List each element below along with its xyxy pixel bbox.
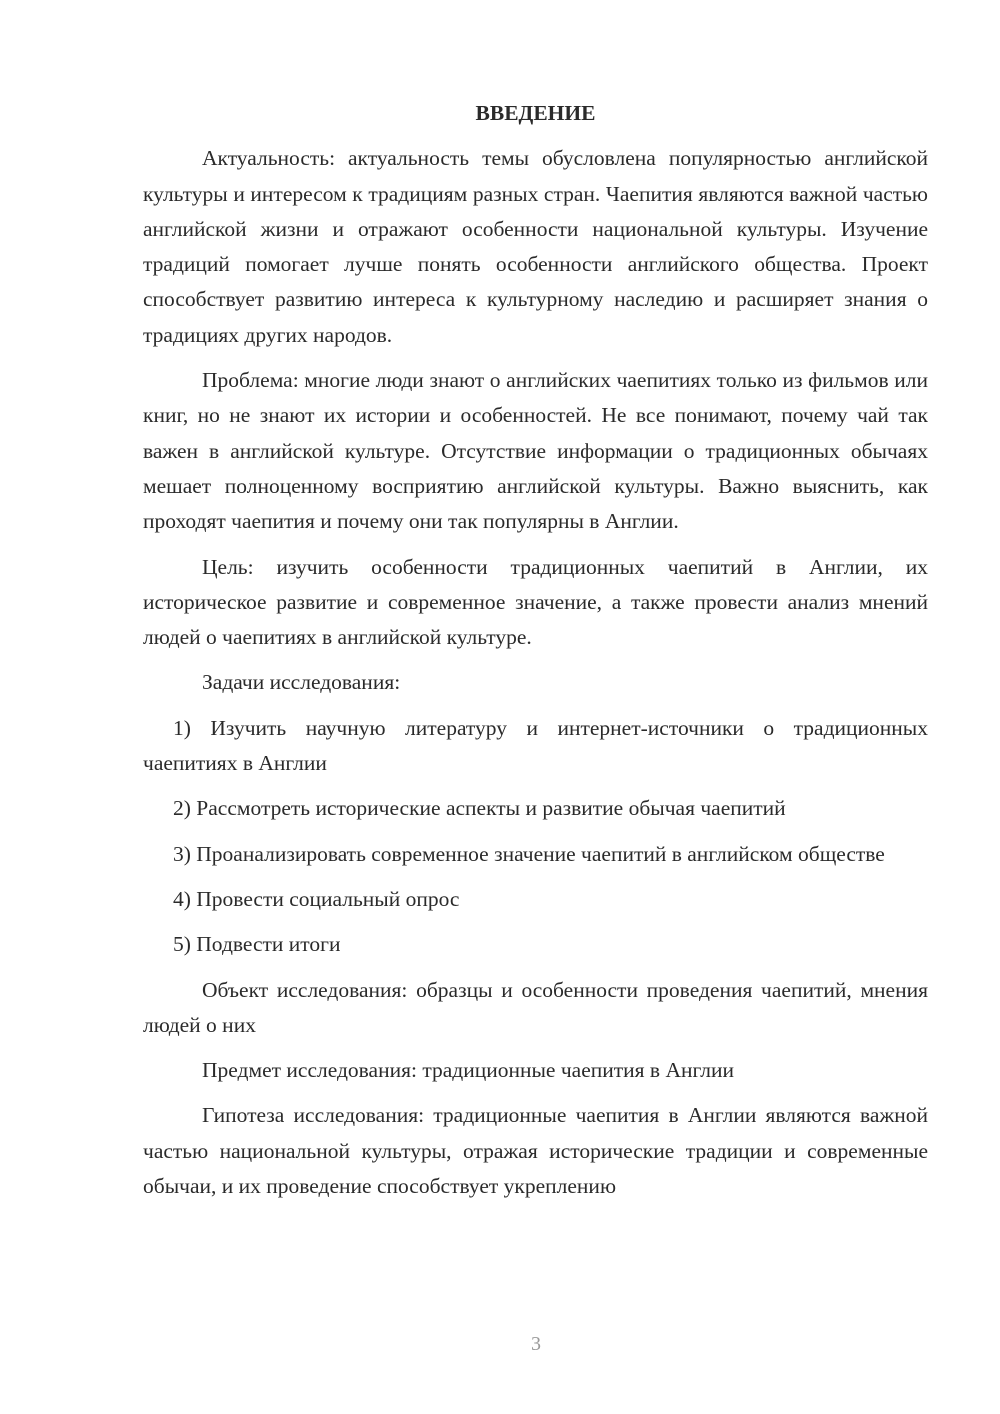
task-item-3: 3) Проанализировать современное значение чаепитий в английском обществе (173, 841, 885, 866)
tasks-heading: Задачи исследования: (202, 670, 401, 695)
page-number: 3 (531, 1333, 541, 1355)
object-paragraph: Объект исследования: образцы и особенности проведения чаепитий, мнения людей о них (143, 977, 928, 1037)
hypothesis-paragraph: Гипотеза исследования: традиционные чаепития в Англии являются важной частью национальной культуры, отражая исторические традиции и современные обычаи, и их проведение способствует укреплению (143, 1103, 928, 1199)
subject-paragraph: Предмет исследования: традиционные чаепития в Англии (202, 1058, 734, 1083)
page-title: ВВЕДЕНИЕ (475, 101, 596, 125)
task-item-1: 1) Изучить научную литературу и интернет-источники о традиционных чаепитиях в Англии (143, 715, 928, 776)
relevance-paragraph: Актуальность: актуальность темы обусловлена популярностью английской культуры и интересом к традициям разных стран. Чаепития являются важной частью английской жизни и отражают особенности национальной культуры. Изучение традиций помогает лучше понять особенности английского общества. Проект способствует развитию интереса к культурному наследию и расширяет знания о традициях других народов. (143, 146, 928, 347)
problem-paragraph: Проблема: многие люди знают о английских чаепитиях только из фильмов или книг, но не знают их истории и особенностей. Не все понимают, почему чай так важен в английской культуре. Отсутствие информации о традиционных обычаях мешает полноценному восприятию английской культуры. Важно выяснить, как проходят чаепития и почему они так популярны в Англии. (143, 368, 928, 534)
task-item-4: 4) Провести социальный опрос (173, 886, 460, 911)
task-item-2: 2) Рассмотреть исторические аспекты и развитие обычая чаепитий (173, 796, 786, 821)
document-body (143, 96, 928, 1204)
task-item-5: 5) Подвести итоги (173, 932, 341, 957)
goal-paragraph: Цель: изучить особенности традиционных чаепитий в Англии, их историческое развитие и современное значение, а также провести анализ мнений людей о чаепитиях в английской культуре. (143, 554, 928, 650)
